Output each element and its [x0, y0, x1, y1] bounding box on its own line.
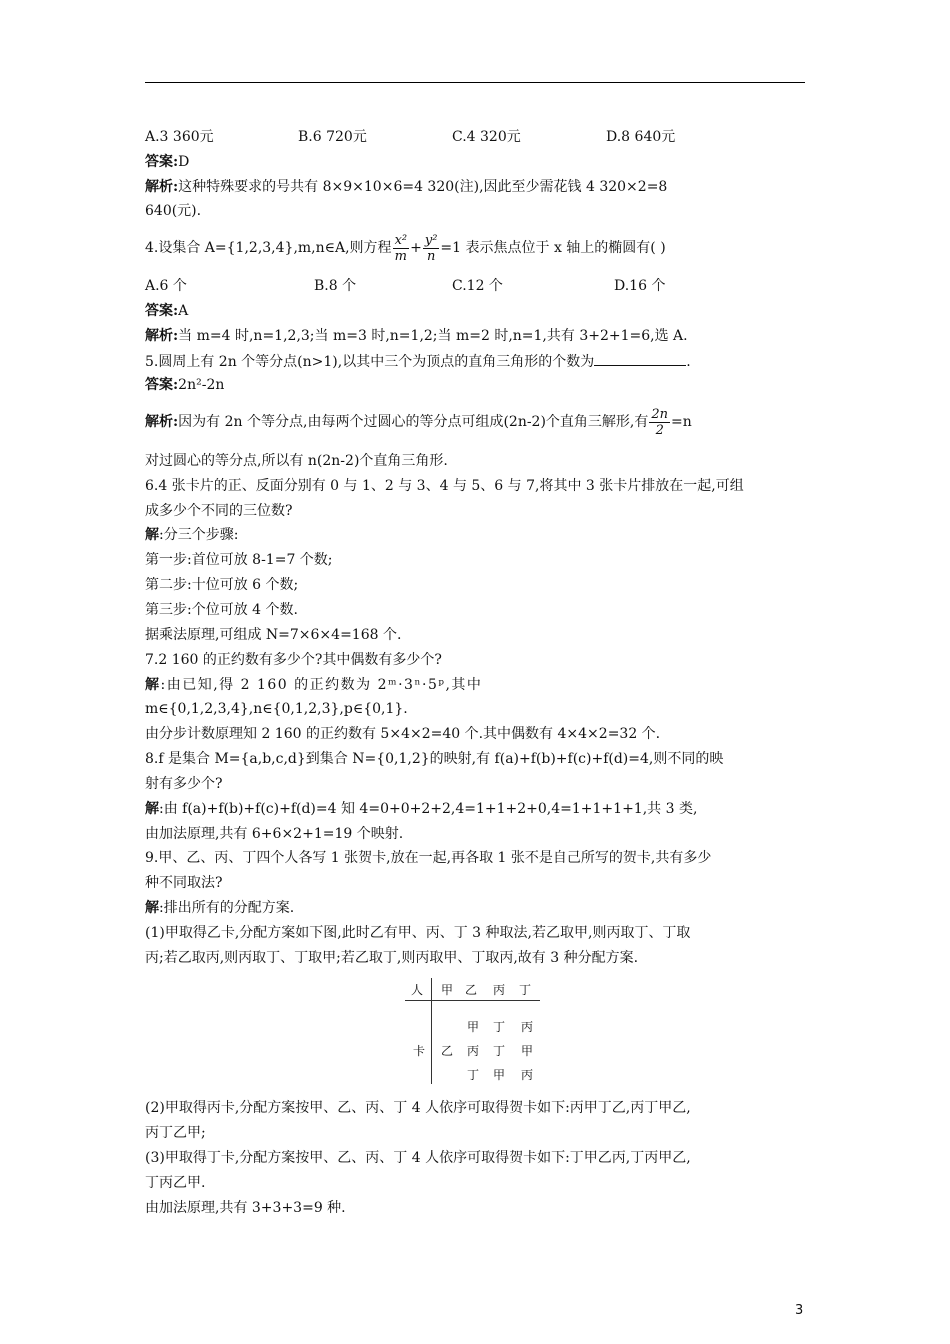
q9-case-3-cont: 丁丙乙甲.	[145, 1175, 206, 1191]
q4-fraction-x: $\frac{\text{x²}}{m}$	[394, 232, 408, 264]
table-cell: 丙	[521, 1020, 534, 1034]
q3-option-a: A.3 360元	[145, 129, 214, 145]
q9-solution: 解:排出所有的分配方案.	[145, 900, 295, 916]
table-col-head: 丁	[519, 983, 532, 997]
q5-answer: 答案:2n²-2n	[145, 377, 225, 393]
table-cell: 丙	[467, 1044, 480, 1058]
q6-step-2: 第二步:十位可放 6 个数;	[145, 577, 299, 593]
q9-case-2: (2)甲取得丙卡,分配方案按甲、乙、丙、丁 4 人依序可取得贺卡如下:丙甲丁乙,丙丁甲乙,	[145, 1100, 691, 1116]
q4-stem: 4.设集合 A={1,2,3,4},m,n∈A,则方程 $\frac{\text{x²}}{m}$ + $\frac{\text{y²}}{n}$ =1 表示焦点位于 x 轴上的椭圆有( )	[145, 232, 666, 264]
q9-case-3: (3)甲取得丁卡,分配方案按甲、乙、丙、丁 4 人依序可取得贺卡如下:丁甲乙丙,丁丙甲乙,	[145, 1150, 691, 1166]
table-col-head: 丙	[493, 983, 506, 997]
q6-solution: 解:分三个步骤:	[145, 527, 239, 543]
q3-analysis-cont: 640(元).	[145, 203, 202, 219]
q6-step-1: 第一步:首位可放 8-1=7 个数;	[145, 552, 333, 568]
table-col-head: 甲	[441, 983, 454, 997]
q4-analysis: 解析:当 m=4 时,n=1,2,3;当 m=3 时,n=1,2;当 m=2 时,n=1,共有 3+2+1=6,选 A.	[145, 328, 688, 344]
q6-stem: 6.4 张卡片的正、反面分别有 0 与 1、2 与 3、4 与 5、6 与 7,将其中 3 张卡片排放在一起,可组	[145, 478, 744, 494]
header-rule	[145, 82, 805, 83]
q9-case-2-cont: 丙丁乙甲;	[145, 1125, 206, 1141]
q9-conclusion: 由加法原理,共有 3+3+3=9 种.	[145, 1200, 346, 1216]
q3-analysis: 解析:这种特殊要求的号共有 8×9×10×6=4 320(注),因此至少需花钱 4 320×2=8	[145, 179, 668, 195]
q3-option-d: D.8 640元	[606, 129, 676, 145]
table-header-rule	[405, 1000, 540, 1001]
q9-case-1-cont: 丙;若乙取丙,则丙取丁、丁取甲;若乙取丁,则丙取甲、丁取丙,故有 3 种分配方案.	[145, 950, 639, 966]
q6-stem-cont: 成多少个不同的三位数?	[145, 503, 293, 519]
table-cell: 甲	[493, 1068, 506, 1082]
q3-answer: 答案:D	[145, 154, 190, 170]
table-column-rule	[431, 978, 432, 1084]
q5-analysis-cont: 对过圆心的等分点,所以有 n(2n-2)个直角三角形.	[145, 453, 448, 469]
table-cell: 丙	[521, 1068, 534, 1082]
q8-solution: 解:由 f(a)+f(b)+f(c)+f(d)=4 知 4=0+0+2+2,4=1+1+2+0,4=1+1+1+1,共 3 类,	[145, 801, 698, 817]
q3-option-c: C.4 320元	[452, 129, 521, 145]
table-row-head: 人	[411, 983, 424, 997]
q9-case-1: (1)甲取得乙卡,分配方案如下图,此时乙有甲、丙、丁 3 种取法,若乙取甲,则丙取丁、丁取	[145, 925, 691, 941]
table-first-card: 乙	[441, 1044, 454, 1058]
table-cell: 甲	[467, 1020, 480, 1034]
q8-conclusion: 由加法原理,共有 6+6×2+1=19 个映射.	[145, 826, 404, 842]
q5-stem: 5.圆周上有 2n 个等分点(n>1),以其中三个为顶点的直角三角形的个数为 .	[145, 351, 691, 372]
q6-step-3: 第三步:个位可放 4 个数.	[145, 602, 298, 618]
q4-option-d: D.16 个	[614, 278, 666, 294]
q9-stem-cont: 种不同取法?	[145, 875, 223, 891]
q4-answer: 答案:A	[145, 303, 189, 319]
q4-option-c: C.12 个	[452, 278, 503, 294]
table-cell: 甲	[521, 1044, 534, 1058]
q7-solution-cont: m∈{0,1,2,3,4},n∈{0,1,2,3},p∈{0,1}.	[145, 701, 408, 717]
q4-option-a: A.6 个	[145, 278, 187, 294]
q7-stem: 7.2 160 的正约数有多少个?其中偶数有多少个?	[145, 652, 442, 668]
q8-stem-cont: 射有多少个?	[145, 776, 223, 792]
table-col-head: 乙	[465, 983, 478, 997]
q7-solution: 解:由已知,得 2 160 的正约数为 2ᵐ·3ⁿ·5ᵖ,其中	[145, 677, 483, 693]
q3-option-b: B.6 720元	[298, 129, 367, 145]
q5-fraction: $\frac{2n}{2}$	[651, 406, 669, 438]
q9-stem: 9.甲、乙、丙、丁四个人各写 1 张贺卡,放在一起,再各取 1 张不是自己所写的贺卡,共有多少	[145, 850, 712, 866]
q6-conclusion: 据乘法原理,可组成 N=7×6×4=168 个.	[145, 627, 402, 643]
q8-stem: 8.f 是集合 M={a,b,c,d}到集合 N={0,1,2}的映射,有 f(a)+f(b)+f(c)+f(d)=4,则不同的映	[145, 751, 724, 767]
allocation-table	[405, 978, 545, 1086]
page-number: 3	[795, 1303, 804, 1318]
q7-solution-result: 由分步计数原理知 2 160 的正约数有 5×4×2=40 个.其中偶数有 4×4×2=32 个.	[145, 726, 661, 742]
answer-blank	[594, 351, 686, 366]
table-cell: 丁	[467, 1068, 480, 1082]
table-cell: 丁	[493, 1044, 506, 1058]
table-cell: 丁	[493, 1020, 506, 1034]
q4-option-b: B.8 个	[314, 278, 357, 294]
q5-analysis: 解析:因为有 2n 个等分点,由每两个过圆心的等分点可组成(2n-2)个直角三解形,有 $\frac{2n}{2}$ =n	[145, 406, 692, 438]
q4-fraction-y: $\frac{\text{y²}}{n}$	[424, 232, 438, 264]
table-card-label: 卡	[413, 1044, 426, 1058]
